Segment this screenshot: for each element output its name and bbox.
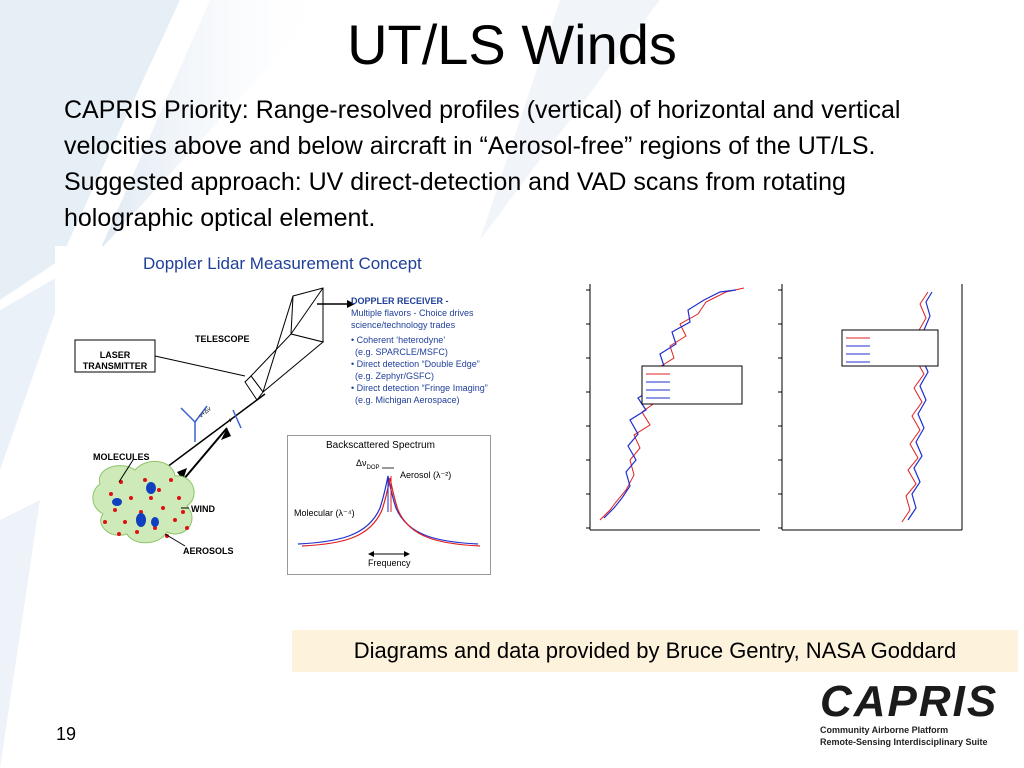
delta-symbol: Δν [356, 458, 367, 468]
aerosols-label: AEROSOLS [183, 546, 234, 556]
left-profile-panel [586, 284, 760, 530]
right-legend [842, 330, 938, 366]
capris-logo [820, 677, 1000, 748]
receiver-header: DOPPLER RECEIVER - [351, 296, 449, 306]
credit-banner: Diagrams and data provided by Bruce Gentry, NASA Goddard [292, 630, 1018, 672]
svg-text:v: v [229, 418, 232, 424]
aerosol-label: Aerosol (λ⁻²) [400, 470, 452, 480]
molecular-label: Molecular (λ⁻⁴) [294, 508, 355, 518]
logo-wordmark: CAPRIS [820, 677, 999, 726]
wind-profile-charts [530, 270, 1000, 590]
receiver-item-sub: (e.g. SPARCLE/MSFC) [355, 347, 448, 357]
doppler-receiver-text [351, 295, 509, 406]
receiver-line: science/technology trades [351, 320, 456, 330]
svg-text:v+Δv: v+Δv [198, 406, 213, 420]
slide-title: UT/LS Winds [347, 13, 677, 76]
delta-subscript: DOP [366, 464, 380, 471]
page-number: 19 [56, 724, 77, 744]
right-profile-panel [778, 284, 962, 530]
spectrum-title: Backscattered Spectrum [326, 440, 435, 451]
receiver-item: • Coherent ‘heterodyne’ [351, 335, 446, 345]
right-series-blue [908, 292, 932, 520]
telescope-label: TELESCOPE [195, 334, 250, 344]
receiver-item: • Direct detection “Fringe Imaging” [351, 383, 488, 393]
body-paragraph: CAPRIS Priority: Range-resolved profiles (vertical) of horizontal and vertical velocities above and below aircraft in “Aerosol-free” regions of the UT/LS. Suggested approach: UV direct-detection and VAD scans from rotating holographic optical element. [64, 96, 901, 232]
laser-transmitter-label: LASER TRANSMITTER [82, 350, 148, 371]
receiver-item-sub: (e.g. Zephyr/GSFC) [355, 371, 435, 381]
receiver-item: • Direct detection “Double Edge” [351, 359, 480, 369]
receiver-line: Multiple flavors - Choice drives [351, 308, 474, 318]
wind-label: WIND [191, 504, 215, 514]
doppler-lidar-diagram [55, 246, 510, 576]
molecules-label: MOLECULES [93, 452, 150, 462]
right-ticks [778, 290, 782, 528]
frequency-label: Frequency [368, 558, 411, 568]
logo-tagline: Remote-Sensing Interdisciplinary Suite [820, 737, 988, 747]
logo-tagline: Community Airborne Platform [820, 725, 949, 735]
left-ticks [586, 290, 590, 528]
diagram-title: Doppler Lidar Measurement Concept [143, 254, 422, 273]
right-series-red [902, 292, 928, 522]
backscattered-spectrum-box [287, 435, 491, 575]
spectrum-plot [288, 436, 490, 574]
receiver-item-sub: (e.g. Michigan Aerospace) [355, 395, 460, 405]
delta-doppler-label [356, 458, 380, 471]
